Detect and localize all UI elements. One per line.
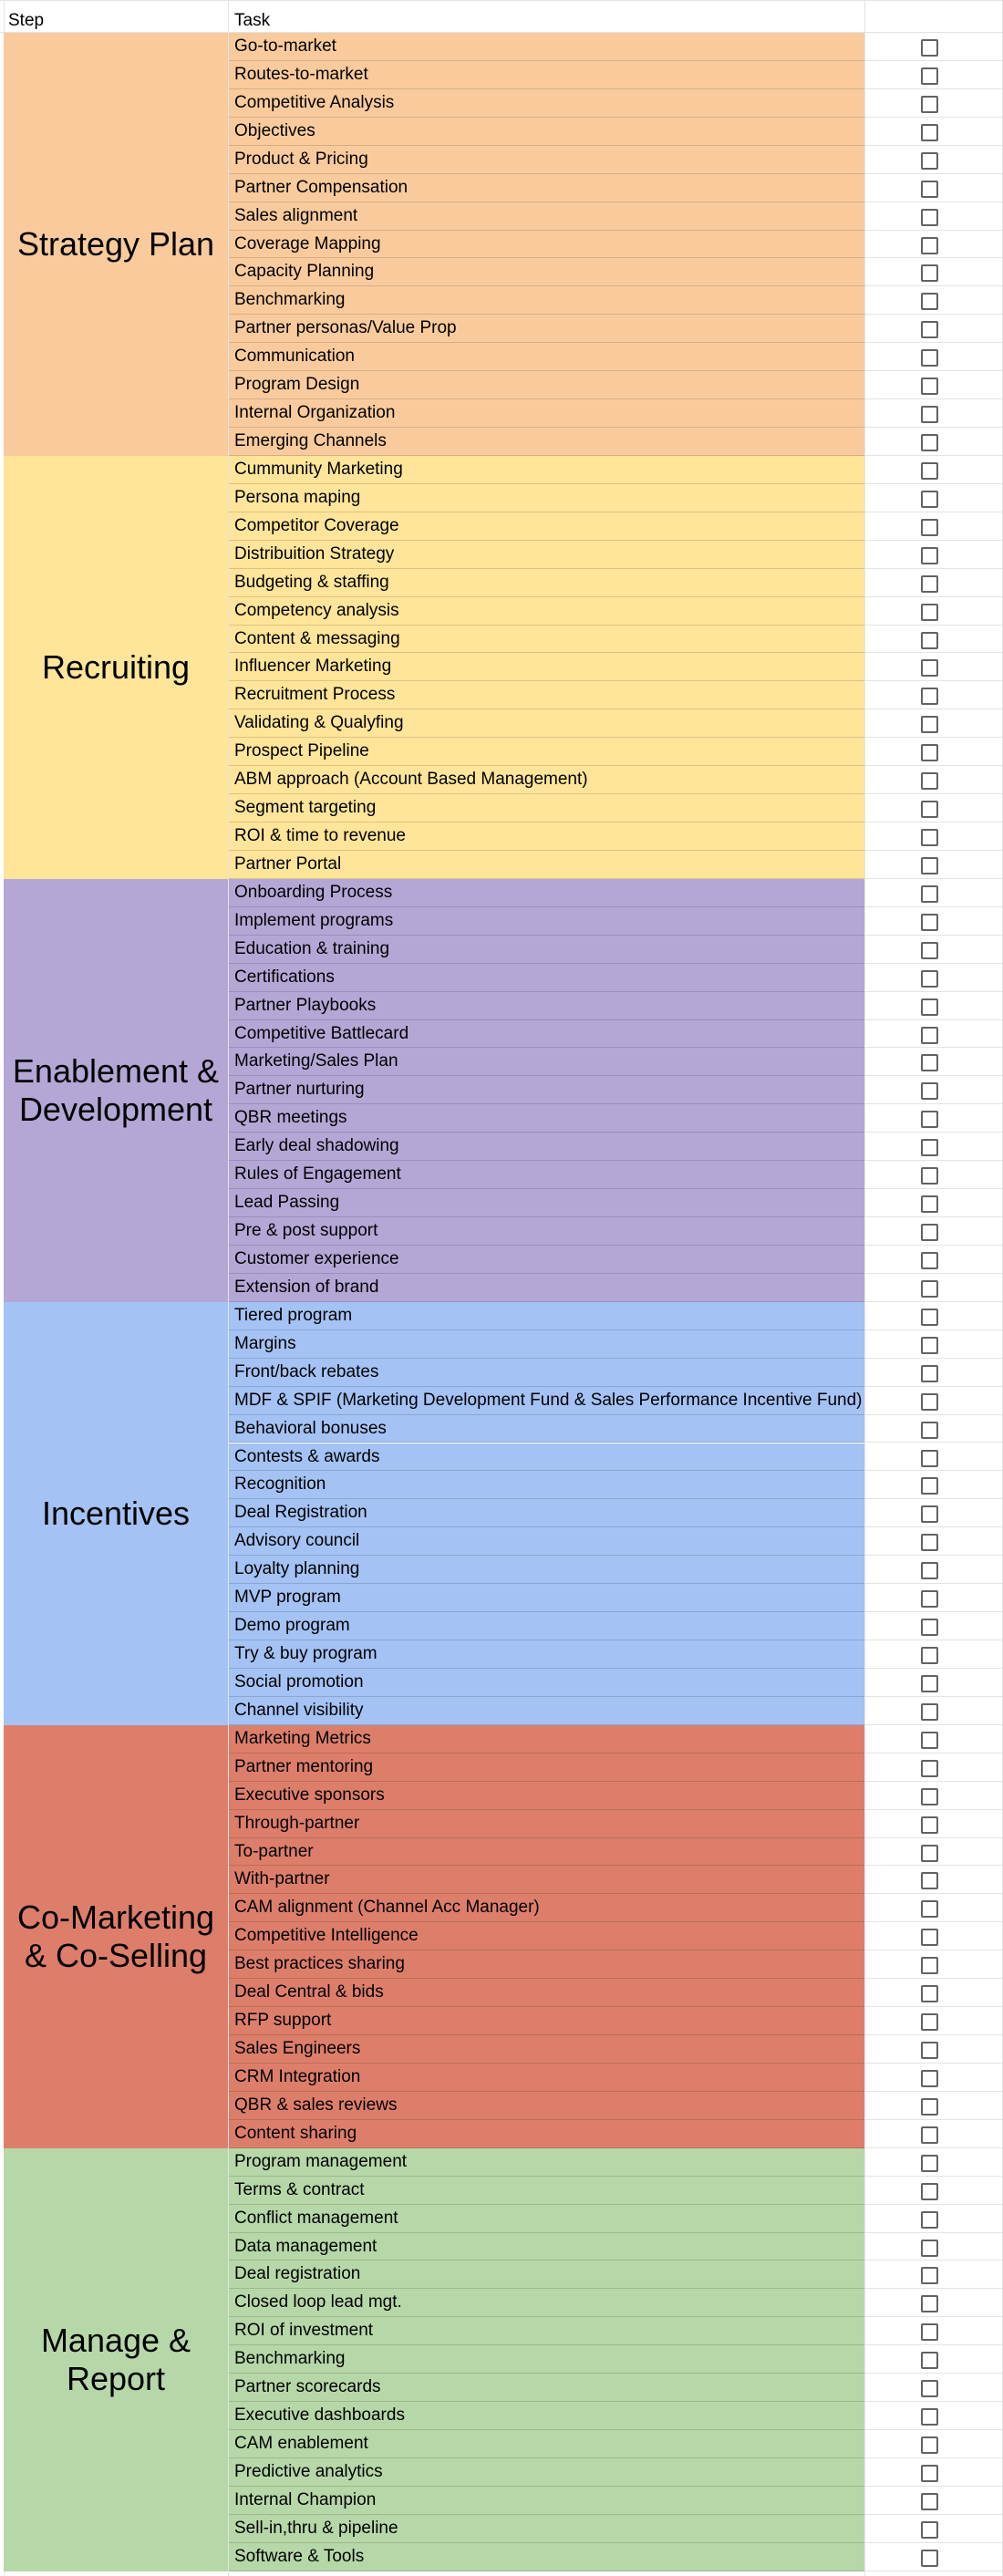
step-cell[interactable]: Incentives (4, 1302, 228, 1725)
task-checkbox[interactable] (921, 1675, 938, 1692)
checkbox-cell (865, 1387, 1002, 1415)
task-checkbox[interactable] (921, 1647, 938, 1664)
task-checkbox[interactable] (921, 2126, 938, 2144)
task-checkbox[interactable] (921, 39, 938, 57)
task-checkbox[interactable] (921, 801, 938, 818)
task-checkbox[interactable] (921, 1224, 938, 1241)
task-checkbox[interactable] (921, 1252, 938, 1269)
task-checkbox[interactable] (921, 1139, 938, 1156)
task-checkbox[interactable] (921, 716, 938, 733)
checkbox-cell (865, 1782, 1002, 1810)
task-checkbox[interactable] (921, 1309, 938, 1326)
task-checkbox[interactable] (921, 1534, 938, 1551)
task-cell[interactable]: Best practices sharing (229, 1950, 864, 1979)
checkbox-cell (865, 1527, 1002, 1556)
task-cell[interactable]: Marketing Metrics (229, 1725, 864, 1754)
task-checkbox[interactable] (921, 519, 938, 536)
task-checkbox[interactable] (921, 321, 938, 338)
task-checkbox[interactable] (921, 1929, 938, 1946)
task-cell[interactable]: Executive sponsors (229, 1782, 864, 1810)
task-cell[interactable]: MDF & SPIF (Marketing Development Fund & Sales Performance Incentive Fund) (229, 1387, 864, 1415)
task-cell[interactable]: CRM Integration (229, 2064, 864, 2092)
checkbox-cell (865, 2289, 1002, 2317)
task-cell[interactable]: Predictive analytics (229, 2458, 864, 2487)
checkbox-cell (865, 1471, 1002, 1499)
checkbox-cell (865, 231, 1002, 259)
task-checkbox[interactable] (921, 2013, 938, 2031)
task-checkbox[interactable] (921, 2155, 938, 2172)
task-cell[interactable]: Marketing/Sales Plan (229, 1048, 864, 1076)
task-checkbox[interactable] (921, 942, 938, 959)
task-cell[interactable]: Partner Playbooks (229, 992, 864, 1020)
task-cell[interactable]: Implement programs (229, 907, 864, 936)
checkbox-cell (865, 1922, 1002, 1950)
task-cell[interactable]: Competency analysis (229, 597, 864, 626)
checkbox-cell (865, 146, 1002, 174)
task-checkbox[interactable] (921, 96, 938, 113)
task-cell[interactable]: ABM approach (Account Based Management) (229, 766, 864, 794)
checkbox-cell (865, 1612, 1002, 1640)
task-cell[interactable]: RFP support (229, 2007, 864, 2035)
checkbox-cell (865, 681, 1002, 709)
task-checkbox[interactable] (921, 2550, 938, 2567)
task-cell[interactable]: Competitive Intelligence (229, 1922, 864, 1950)
task-checkbox[interactable] (921, 462, 938, 480)
task-cell[interactable]: Try & buy program (229, 1640, 864, 1669)
task-checkbox[interactable] (921, 970, 938, 988)
task-cell[interactable]: Partner nurturing (229, 1076, 864, 1104)
checkbox-cell (865, 1866, 1002, 1894)
task-checkbox[interactable] (921, 181, 938, 198)
checkbox-cell (865, 1020, 1002, 1049)
checkbox-cell (865, 936, 1002, 964)
step-cell[interactable]: Recruiting (4, 456, 228, 879)
checkbox-cell (865, 1246, 1002, 1274)
task-checkbox[interactable] (921, 772, 938, 790)
task-checkbox[interactable] (921, 1590, 938, 1608)
task-cell[interactable]: Tiered program (229, 1302, 864, 1330)
task-checkbox[interactable] (921, 2295, 938, 2312)
checkbox-cell (865, 1894, 1002, 1922)
task-checkbox[interactable] (921, 1280, 938, 1298)
task-checkbox[interactable] (921, 1562, 938, 1579)
task-cell[interactable]: MVP program (229, 1584, 864, 1612)
task-cell[interactable]: Data management (229, 2233, 864, 2261)
task-cell[interactable]: Executive dashboards (229, 2402, 864, 2430)
task-cell[interactable]: Sales alignment (229, 202, 864, 231)
task-checkbox[interactable] (921, 1393, 938, 1411)
task-checkbox[interactable] (921, 659, 938, 677)
task-checkbox[interactable] (921, 2465, 938, 2482)
checkbox-cell (865, 794, 1002, 822)
checkbox-cell (865, 1161, 1002, 1189)
task-cell[interactable]: Benchmarking (229, 286, 864, 315)
checkbox-cell (865, 2177, 1002, 2205)
task-checkbox[interactable] (921, 1167, 938, 1185)
task-checkbox[interactable] (921, 2323, 938, 2341)
task-checkbox[interactable] (921, 829, 938, 846)
task-checkbox[interactable] (921, 2380, 938, 2397)
task-cell[interactable]: Product & Pricing (229, 146, 864, 174)
step-cell[interactable]: Manage & Report (4, 2148, 228, 2571)
task-cell[interactable]: Emerging Channels (229, 428, 864, 456)
checkbox-cell (865, 1104, 1002, 1133)
checkbox-cell (865, 1810, 1002, 1838)
task-checkbox[interactable] (921, 998, 938, 1016)
task-checkbox[interactable] (921, 1703, 938, 1721)
task-checkbox[interactable] (921, 547, 938, 564)
task-cell[interactable]: Capacity Planning (229, 258, 864, 286)
checkbox-cell (865, 851, 1002, 879)
task-cell[interactable]: Competitive Analysis (229, 89, 864, 118)
task-cell[interactable]: Pre & post support (229, 1217, 864, 1246)
task-checkbox[interactable] (921, 1505, 938, 1523)
checkbox-cell (865, 2233, 1002, 2261)
task-cell[interactable]: With-partner (229, 1866, 864, 1894)
checkbox-cell (865, 2430, 1002, 2458)
task-checkbox[interactable] (921, 2211, 938, 2229)
checkbox-cell (865, 1274, 1002, 1302)
task-checkbox[interactable] (921, 2042, 938, 2059)
checkbox-cell (865, 1048, 1002, 1076)
checkbox-cell (865, 2487, 1002, 2515)
checkbox-cell (865, 2543, 1002, 2571)
checkbox-cell (865, 2035, 1002, 2064)
checkbox-cell (865, 1189, 1002, 1217)
checkbox-cell (865, 541, 1002, 569)
checkbox-cell (865, 2345, 1002, 2374)
task-cell[interactable]: Sales Engineers (229, 2035, 864, 2064)
task-checkbox[interactable] (921, 349, 938, 367)
checkbox-cell (865, 1415, 1002, 1443)
task-cell[interactable]: Lead Passing (229, 1189, 864, 1217)
task-checkbox[interactable] (921, 2070, 938, 2087)
checkbox-cell (865, 118, 1002, 146)
task-cell[interactable]: Communication (229, 343, 864, 371)
header-step[interactable]: Step (8, 11, 45, 30)
task-cell[interactable]: Prospect Pipeline (229, 738, 864, 766)
task-checkbox[interactable] (921, 1900, 938, 1918)
task-checkbox[interactable] (921, 1957, 938, 1974)
task-cell[interactable]: Terms & contract (229, 2177, 864, 2205)
checkbox-cell (865, 1217, 1002, 1246)
task-checkbox[interactable] (921, 2240, 938, 2257)
task-cell[interactable]: ROI & time to revenue (229, 822, 864, 851)
task-cell[interactable]: Recognition (229, 1471, 864, 1499)
task-cell[interactable]: CAM alignment (Channel Acc Manager) (229, 1894, 864, 1922)
task-checkbox[interactable] (921, 406, 938, 423)
task-checkbox[interactable] (921, 1788, 938, 1805)
checkbox-cell (865, 2148, 1002, 2177)
checkbox-cell (865, 2458, 1002, 2487)
task-checkbox[interactable] (921, 2493, 938, 2510)
task-cell[interactable]: Software & Tools (229, 2543, 864, 2571)
checkbox-cell (865, 822, 1002, 851)
task-cell[interactable]: Conflict management (229, 2205, 864, 2233)
task-checkbox[interactable] (921, 914, 938, 931)
checkbox-cell (865, 569, 1002, 597)
checkbox-cell (865, 371, 1002, 399)
task-cell[interactable]: Partner Portal (229, 851, 864, 879)
task-cell[interactable]: Content & messaging (229, 626, 864, 654)
task-checkbox[interactable] (921, 1082, 938, 1100)
checkbox-cell (865, 2402, 1002, 2430)
checkbox-cell (865, 1725, 1002, 1754)
task-cell[interactable]: ROI of investment (229, 2317, 864, 2345)
task-cell[interactable]: Customer experience (229, 1246, 864, 1274)
checkbox-cell (865, 2007, 1002, 2035)
checkbox-cell (865, 2092, 1002, 2120)
task-cell[interactable]: Deal Registration (229, 1499, 864, 1527)
task-checkbox[interactable] (921, 378, 938, 395)
task-cell[interactable]: Margins (229, 1330, 864, 1359)
task-cell[interactable]: Channel visibility (229, 1697, 864, 1725)
checkbox-cell (865, 1133, 1002, 1161)
task-checkbox[interactable] (921, 1450, 938, 1467)
task-checkbox[interactable] (921, 1985, 938, 2002)
task-checkbox[interactable] (921, 2352, 938, 2369)
task-checkbox[interactable] (921, 2098, 938, 2116)
task-checkbox[interactable] (921, 885, 938, 903)
task-cell[interactable]: Coverage Mapping (229, 231, 864, 259)
checkbox-cell (865, 1076, 1002, 1104)
header-task[interactable]: Task (234, 11, 271, 30)
task-checkbox[interactable] (921, 1337, 938, 1354)
checkbox-cell (865, 626, 1002, 654)
task-cell[interactable]: Competitive Battlecard (229, 1020, 864, 1049)
checkbox-cell (865, 1359, 1002, 1387)
checkbox-cell (865, 2260, 1002, 2289)
task-checkbox[interactable] (921, 1477, 938, 1495)
task-checkbox[interactable] (921, 1872, 938, 1889)
task-cell[interactable]: Loyalty planning (229, 1556, 864, 1584)
checkbox-cell (865, 1838, 1002, 1867)
task-cell[interactable]: Certifications (229, 964, 864, 992)
checkbox-cell (865, 1697, 1002, 1725)
task-cell[interactable]: Sell-in,thru & pipeline (229, 2515, 864, 2543)
checkbox-cell (865, 2120, 1002, 2148)
step-cell[interactable]: Co-Marketing & Co-Selling (4, 1725, 228, 2148)
task-checkbox[interactable] (921, 1365, 938, 1382)
task-cell[interactable]: Partner scorecards (229, 2374, 864, 2402)
task-checkbox[interactable] (921, 1054, 938, 1071)
step-cell[interactable]: Enablement & Development (4, 879, 228, 1302)
task-checkbox[interactable] (921, 67, 938, 85)
task-checkbox[interactable] (921, 152, 938, 170)
checkbox-cell (865, 1443, 1002, 1472)
task-cell[interactable]: Persona maping (229, 484, 864, 512)
task-checkbox[interactable] (921, 293, 938, 310)
checkbox-cell (865, 1499, 1002, 1527)
task-cell[interactable]: Onboarding Process (229, 879, 864, 907)
checkbox-cell (865, 964, 1002, 992)
task-checkbox[interactable] (921, 209, 938, 226)
checkbox-cell (865, 2515, 1002, 2543)
checkbox-cell (865, 33, 1002, 61)
task-checkbox[interactable] (921, 604, 938, 621)
task-cell[interactable]: Routes-to-market (229, 61, 864, 89)
checkbox-cell (865, 399, 1002, 428)
checkbox-cell (865, 1979, 1002, 2007)
checkbox-cell (865, 907, 1002, 936)
checkbox-cell (865, 738, 1002, 766)
checkbox-cell (865, 1330, 1002, 1359)
task-checkbox[interactable] (921, 688, 938, 705)
task-checkbox[interactable] (921, 2408, 938, 2426)
task-cell[interactable]: Rules of Engagement (229, 1161, 864, 1189)
step-cell[interactable]: Strategy Plan (4, 33, 228, 456)
task-checkbox[interactable] (921, 1111, 938, 1128)
task-checkbox[interactable] (921, 857, 938, 874)
task-checkbox[interactable] (921, 575, 938, 593)
task-checkbox[interactable] (921, 1422, 938, 1439)
checkbox-cell (865, 202, 1002, 231)
task-checkbox[interactable] (921, 1816, 938, 1834)
checkbox-cell (865, 286, 1002, 315)
task-cell[interactable]: QBR meetings (229, 1104, 864, 1133)
task-checkbox[interactable] (921, 2183, 938, 2200)
checkbox-cell (865, 2064, 1002, 2092)
task-cell[interactable]: Budgeting & staffing (229, 569, 864, 597)
task-cell[interactable]: Partner mentoring (229, 1754, 864, 1782)
task-cell[interactable]: Go-to-market (229, 33, 864, 61)
checkbox-cell (865, 2374, 1002, 2402)
task-cell[interactable]: Distribuition Strategy (229, 541, 864, 569)
task-checkbox[interactable] (921, 434, 938, 451)
task-cell[interactable]: Education & training (229, 936, 864, 964)
checkbox-cell (865, 174, 1002, 202)
checkbox-cell (865, 1556, 1002, 1584)
grid-line (0, 0, 1003, 1)
checkbox-cell (865, 879, 1002, 907)
checkbox-cell (865, 61, 1002, 89)
task-cell[interactable]: Extension of brand (229, 1274, 864, 1302)
checkbox-cell (865, 89, 1002, 118)
checkbox-cell (865, 2317, 1002, 2345)
task-checkbox[interactable] (921, 1760, 938, 1777)
task-checkbox[interactable] (921, 1732, 938, 1749)
task-cell[interactable]: Competitor Coverage (229, 512, 864, 541)
task-checkbox[interactable] (921, 1027, 938, 1044)
checkbox-cell (865, 1584, 1002, 1612)
task-cell[interactable]: Demo program (229, 1612, 864, 1640)
checkbox-cell (865, 456, 1002, 484)
checkbox-cell (865, 653, 1002, 681)
task-cell[interactable]: CAM enablement (229, 2430, 864, 2458)
task-cell[interactable]: Benchmarking (229, 2345, 864, 2374)
task-cell[interactable]: Internal Organization (229, 399, 864, 428)
task-cell[interactable]: Objectives (229, 118, 864, 146)
task-cell[interactable]: Internal Champion (229, 2487, 864, 2515)
task-cell[interactable]: Program management (229, 2148, 864, 2177)
task-cell[interactable]: Influencer Marketing (229, 653, 864, 681)
checkbox-cell (865, 1754, 1002, 1782)
task-cell[interactable]: Program Design (229, 371, 864, 399)
task-checkbox[interactable] (921, 744, 938, 761)
task-cell[interactable]: Validating & Qualyfing (229, 709, 864, 738)
task-cell[interactable]: QBR & sales reviews (229, 2092, 864, 2120)
checkbox-cell (865, 428, 1002, 456)
task-checkbox[interactable] (921, 237, 938, 254)
task-cell[interactable]: Through-partner (229, 1810, 864, 1838)
checkbox-cell (865, 1302, 1002, 1330)
task-checkbox[interactable] (921, 632, 938, 649)
task-cell[interactable]: Partner Compensation (229, 174, 864, 202)
task-cell[interactable]: Segment targeting (229, 794, 864, 822)
task-cell[interactable]: Early deal shadowing (229, 1133, 864, 1161)
checkbox-cell (865, 709, 1002, 738)
checkbox-cell (865, 258, 1002, 286)
task-cell[interactable]: Deal registration (229, 2260, 864, 2289)
task-cell[interactable]: Content sharing (229, 2120, 864, 2148)
task-checkbox[interactable] (921, 264, 938, 282)
task-cell[interactable]: Cummunity Marketing (229, 456, 864, 484)
checkbox-cell (865, 992, 1002, 1020)
task-cell[interactable]: Deal Central & bids (229, 1979, 864, 2007)
checkbox-cell (865, 766, 1002, 794)
task-cell[interactable]: Contests & awards (229, 1443, 864, 1472)
checkbox-cell (865, 343, 1002, 371)
task-cell[interactable]: Advisory council (229, 1527, 864, 1556)
checkbox-cell (865, 484, 1002, 512)
checkbox-cell (865, 512, 1002, 541)
checkbox-cell (865, 1950, 1002, 1979)
checkbox-cell (865, 597, 1002, 626)
checkbox-cell (865, 315, 1002, 343)
checkbox-cell (865, 1640, 1002, 1669)
task-cell[interactable]: Behavioral bonuses (229, 1415, 864, 1443)
task-cell[interactable]: Closed loop lead mgt. (229, 2289, 864, 2317)
task-cell[interactable]: Recruitment Process (229, 681, 864, 709)
task-checkbox[interactable] (921, 1619, 938, 1636)
task-checkbox[interactable] (921, 1845, 938, 1862)
task-checkbox[interactable] (921, 491, 938, 508)
checkbox-cell (865, 2205, 1002, 2233)
checkbox-cell (865, 1669, 1002, 1697)
task-checkbox[interactable] (921, 2521, 938, 2539)
task-cell[interactable]: Front/back rebates (229, 1359, 864, 1387)
task-cell[interactable]: Social promotion (229, 1669, 864, 1697)
task-checkbox[interactable] (921, 1195, 938, 1213)
task-checkbox[interactable] (921, 2436, 938, 2454)
task-checkbox[interactable] (921, 2267, 938, 2284)
task-cell[interactable]: Partner personas/Value Prop (229, 315, 864, 343)
task-cell[interactable]: To-partner (229, 1838, 864, 1867)
task-checkbox[interactable] (921, 124, 938, 141)
